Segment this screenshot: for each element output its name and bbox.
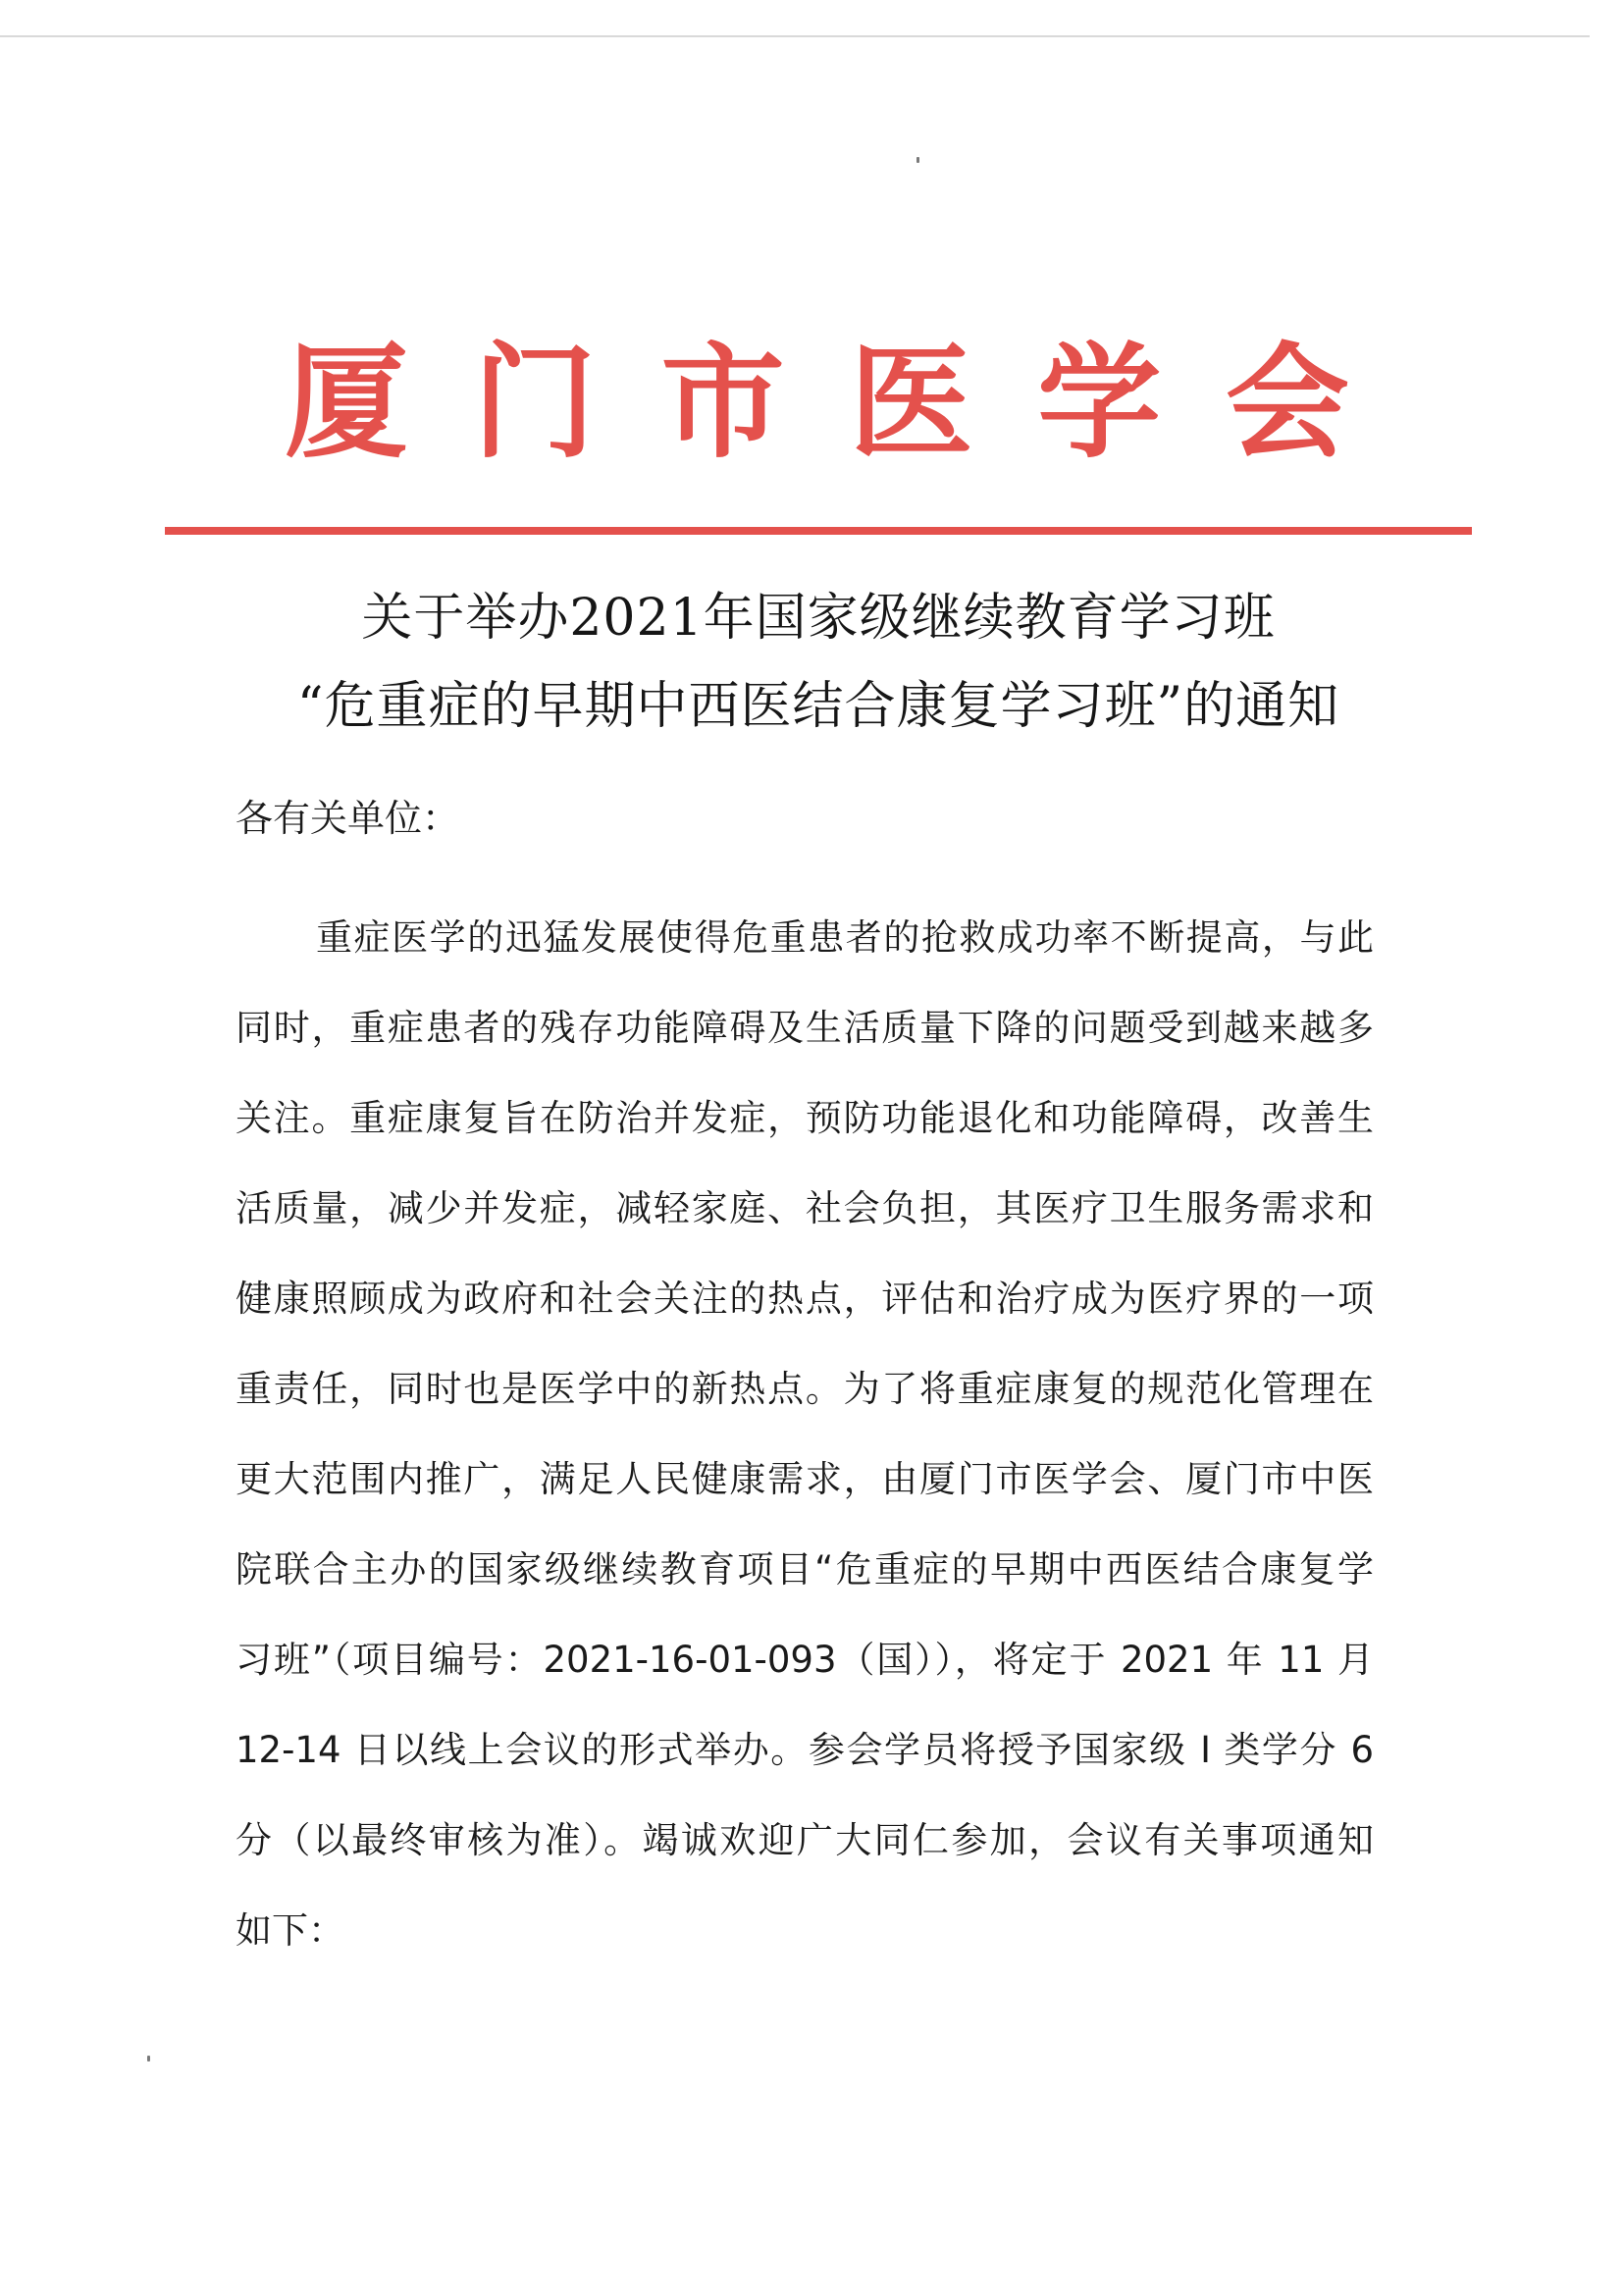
notice-title-line-2: “危重症的早期中西医结合康复学习班”的通知 (296, 677, 1340, 736)
masthead-char: 市 (660, 330, 785, 475)
body-line: 同时，重症患者的残存功能障碍及生活质量下降的问题受到越来越多 (236, 1007, 1374, 1049)
salutation: 各有关单位： (236, 797, 460, 840)
body-line: 分（以最终审核为准）。竭诚欢迎广大同仁参加，会议有关事项通知 (236, 1819, 1374, 1861)
red-header-rule (165, 527, 1472, 535)
body-line: 活质量，减少并发症，减轻家庭、社会负担，其医疗卫生服务需求和 (236, 1187, 1374, 1229)
scan-top-edge (0, 35, 1590, 37)
body-line: 健康照顾成为政府和社会关注的热点，评估和治疗成为医疗界的一项 (236, 1278, 1374, 1320)
masthead-organization-name (285, 330, 1349, 475)
masthead-char: 学 (1037, 330, 1162, 475)
body-line: 关注。重症康复旨在防治并发症，预防功能退化和功能障碍，改善生 (236, 1097, 1374, 1139)
body-line: 重责任，同时也是医学中的新热点。为了将重症康复的规范化管理在 (236, 1368, 1374, 1410)
masthead-char: 厦 (285, 330, 408, 475)
notice-body (236, 913, 1374, 1996)
notice-title-line-1: 关于举办2021年国家级继续教育学习班 (361, 589, 1276, 648)
masthead-char: 会 (1225, 330, 1349, 475)
body-line: 更大范围内推广，满足人民健康需求，由厦门市医学会、厦门市中医 (236, 1458, 1374, 1500)
body-line: 如下： (236, 1909, 344, 1952)
masthead-char: 医 (849, 330, 973, 475)
body-line: 习班”（项目编号：2021-16-01-093（国）），将定于 2021 年 11 月 (236, 1639, 1374, 1681)
scan-speck (916, 157, 919, 163)
masthead-char: 门 (472, 330, 597, 475)
body-line: 12-14 日以线上会议的形式举办。参会学员将授予国家级 I 类学分 6 (236, 1729, 1374, 1771)
scan-speck (147, 2056, 150, 2061)
body-line: 院联合主办的国家级继续教育项目“危重症的早期中西医结合康复学 (236, 1548, 1374, 1591)
body-line: 重症医学的迅猛发展使得危重患者的抢救成功率不断提高，与此 (316, 916, 1374, 959)
